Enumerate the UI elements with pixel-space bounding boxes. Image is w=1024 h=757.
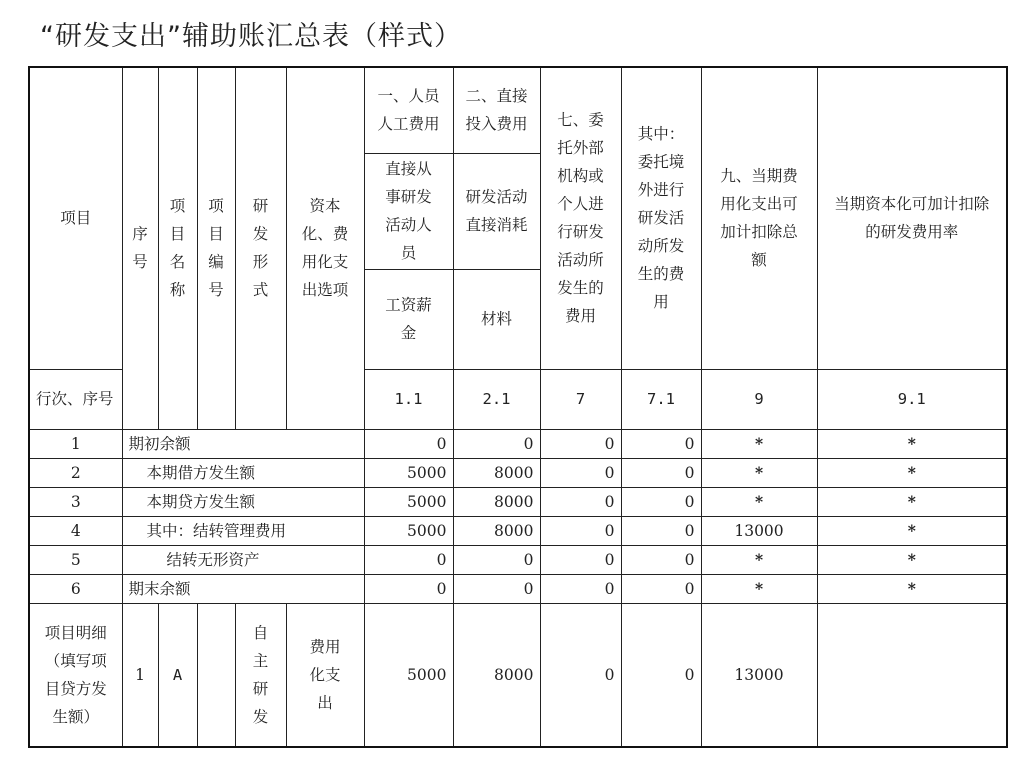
value-cell: 0	[621, 545, 701, 574]
value-cell: 0	[453, 545, 540, 574]
value-cell: 0	[540, 487, 621, 516]
value-cell: *	[817, 545, 1007, 574]
header-project-name: 项目名称	[158, 67, 197, 429]
value-cell: 0	[621, 603, 701, 747]
value-cell: 0	[540, 458, 621, 487]
value-cell: 5000	[364, 487, 453, 516]
value-cell: *	[701, 574, 817, 603]
row-label: 期末余额	[122, 574, 364, 603]
row-number: 1	[29, 429, 122, 458]
header-cap-option: 资本化、费用化支出选项	[286, 67, 364, 429]
value-cell: *	[817, 487, 1007, 516]
row-number: 2	[29, 458, 122, 487]
value-cell: 0	[621, 574, 701, 603]
detail-label: 项目明细（填写项目贷方发生额）	[29, 603, 122, 747]
value-cell: 0	[364, 574, 453, 603]
header-outsourced-rd: 七、委托外部机构或个人进行研发活动所发生的费用	[540, 67, 621, 369]
header-row-number: 行次、序号	[29, 369, 122, 429]
value-cell: *	[701, 429, 817, 458]
value-cell: 5000	[364, 458, 453, 487]
table-row	[29, 603, 1007, 747]
row-number: 4	[29, 516, 122, 545]
code-cell: 9.1	[817, 369, 1007, 429]
row-number: 3	[29, 487, 122, 516]
value-cell: 8000	[453, 516, 540, 545]
header-salary: 工资薪金	[364, 269, 453, 369]
value-cell: 8000	[453, 603, 540, 747]
header-project-code: 项目编号	[197, 67, 235, 429]
code-cell: 1.1	[364, 369, 453, 429]
value-cell: 0	[453, 429, 540, 458]
value-cell: 0	[621, 458, 701, 487]
value-cell: 0	[364, 429, 453, 458]
header-personnel-cost: 一、人员人工费用	[364, 67, 453, 153]
value-cell: 0	[364, 545, 453, 574]
value-cell: 8000	[453, 487, 540, 516]
value-cell: 0	[540, 429, 621, 458]
row-label: 期初余额	[122, 429, 364, 458]
header-expensed-deduction: 九、当期费用化支出可加计扣除总额	[701, 67, 817, 369]
row-label: 其中：结转管理费用	[122, 516, 364, 545]
table-row	[29, 458, 1007, 487]
header-seq: 序号	[122, 67, 158, 429]
value-cell: *	[701, 545, 817, 574]
row-number: 5	[29, 545, 122, 574]
header-rd-form: 研发形式	[235, 67, 286, 429]
detail-seq: 1	[122, 603, 158, 747]
page-title: “研发支出”辅助账汇总表（样式）	[40, 21, 462, 52]
value-cell: 0	[621, 429, 701, 458]
value-cell: 0	[540, 545, 621, 574]
value-cell: *	[817, 458, 1007, 487]
value-cell: 0	[540, 574, 621, 603]
table-row	[29, 487, 1007, 516]
detail-rd-form: 自主研发	[235, 603, 286, 747]
header-rd-consumption: 研发活动直接消耗	[453, 153, 540, 269]
value-cell: *	[817, 516, 1007, 545]
value-cell: 0	[621, 516, 701, 545]
table-row	[29, 516, 1007, 545]
detail-option: 费用化支出	[286, 603, 364, 747]
value-cell: *	[817, 429, 1007, 458]
value-cell: 5000	[364, 603, 453, 747]
value-cell: 13000	[701, 603, 817, 747]
row-label: 本期借方发生额	[122, 458, 364, 487]
value-cell	[817, 603, 1007, 747]
value-cell: *	[701, 487, 817, 516]
table-row	[29, 574, 1007, 603]
value-cell: 0	[540, 516, 621, 545]
value-cell: 0	[621, 487, 701, 516]
table-row	[29, 545, 1007, 574]
value-cell: 0	[540, 603, 621, 747]
detail-project-name: A	[158, 603, 197, 747]
row-label: 本期贷方发生额	[122, 487, 364, 516]
value-cell: 13000	[701, 516, 817, 545]
code-cell: 7	[540, 369, 621, 429]
value-cell: 0	[453, 574, 540, 603]
value-cell: *	[817, 574, 1007, 603]
code-cell: 2.1	[453, 369, 540, 429]
header-capitalized-rate: 当期资本化可加计扣除的研发费用率	[817, 67, 1007, 369]
value-cell: 8000	[453, 458, 540, 487]
code-cell: 7.1	[621, 369, 701, 429]
header-direct-input: 二、直接投入费用	[453, 67, 540, 153]
row-number: 6	[29, 574, 122, 603]
header-item: 项目	[29, 67, 122, 369]
value-cell: 5000	[364, 516, 453, 545]
header-materials: 材料	[453, 269, 540, 369]
value-cell: *	[701, 458, 817, 487]
table-row	[29, 429, 1007, 458]
header-rd-staff: 直接从事研发活动人员	[364, 153, 453, 269]
code-cell: 9	[701, 369, 817, 429]
ledger-table	[28, 66, 1008, 748]
detail-project-code	[197, 603, 235, 747]
header-overseas-rd: 其中：委托境外进行研发活动所发生的费用	[621, 67, 701, 369]
row-label: 结转无形资产	[122, 545, 364, 574]
